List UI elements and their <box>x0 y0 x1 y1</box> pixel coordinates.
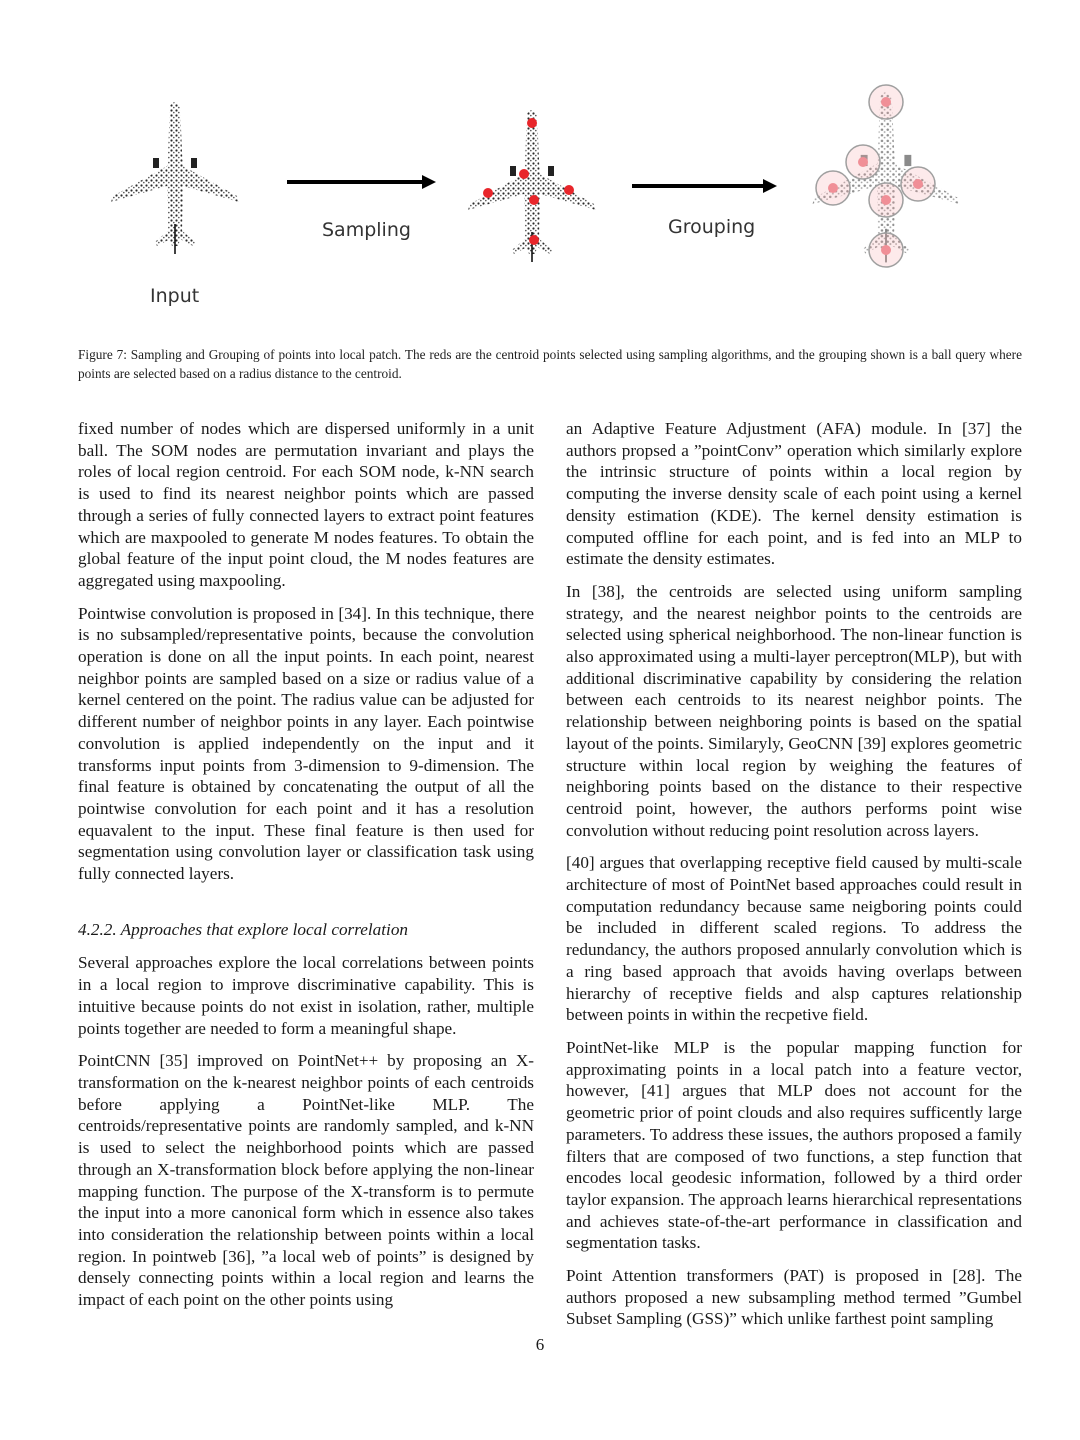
paragraph: an Adaptive Feature Adjustment (AFA) module. In [37] the authors propsed a ”pointConv” operation which similarly explore the intrinsic structure of points within a local region by computing the inverse density scale of each point using a kernel density estimation (KDE). The kernel density estimation is computed offline for each point, and is fed into an MLP to estimate the density estimates. <box>566 419 1022 569</box>
figure-7 <box>80 80 1000 320</box>
right-column <box>566 418 1022 1341</box>
paragraph: Point Attention transformers (PAT) is proposed in [28]. The authors proposed a new subsampling method termed ”Gumbel Subset Sampling (GSS)” which unlike farthest point sampling <box>566 1266 1022 1329</box>
input-point-cloud <box>111 102 239 254</box>
centroid-point <box>483 188 493 198</box>
paragraph: In [38], the centroids are selected using uniform sampling strategy, and the nearest neighbor points to the centroids are selected using spherical neighborhood. The non-linear function is also approximated using a multi-layer perceptron(MLP), but with additional discriminative capability by considering the relation between each centroids to its nearest neighbor points. The relationship between neighboring points is based on the spatial layout of the points. Similaryly, GeoCNN [39] explores geometric structure within local region by weighing the features of neighboring points based on the distance to their respective centroid point, however, the authors performs point wise convolution without reducing point resolution across layers. <box>566 581 1022 840</box>
paragraph: PointCNN [35] improved on PointNet++ by proposing an X-transformation on the k-nearest neighbor points of each centroids before applying a PointNet-like MLP. The centroids/representative points are randomly sampled, and k-NN is used to select the neighborhood points which are passed through an X-transformation block before applying the non-linear mapping function. The purpose of the X-transform is to permute the input into a more canonical form which in essence also takes into consideration the relationship between points within a local region. In pointweb [36], ”a local web of points” is designed by densely connecting points within a local region and learns the impact of each point on the other points using <box>78 1051 534 1310</box>
paragraph: Several approaches explore the local correlations between points in a local region to improve discriminative capability. This is intuitive because points do not exist in isolation, rather, multiple points together are needed to form a meaningful shape. <box>78 953 534 1038</box>
page-number: 6 <box>535 1335 545 1354</box>
arrow-icon <box>632 179 777 193</box>
section-heading: 4.2.2. Approaches that explore local correlation <box>78 919 409 939</box>
input-label: Input <box>150 285 200 307</box>
sampled-point-cloud <box>468 110 596 262</box>
sampling-grouping-diagram <box>80 80 1000 320</box>
paragraph: Pointwise convolution is proposed in [34]. In this technique, there is no subsampled/representative points, because the convolution operation is done on all the input points. In each point, nearest neighbor points are sampled based on a size or radius value of a kernel centered on the point. The radius value can be adjusted for different number of neighbor points in any layer. Each pointwise convolution is applied independently on the input and it transforms input points from 3-dimension to 9-dimension. The final feature is obtained by concatenating the output of all the pointwise convolution for each point and it has a resolution equavalent to the input. These final feature is then used for segmentation using convolution layer or classification task using fully connected layers. <box>78 603 534 884</box>
centroid-point <box>519 169 529 179</box>
centroid-point <box>527 118 537 128</box>
arrow-icon <box>287 175 436 189</box>
grouped-point-cloud <box>812 85 959 267</box>
centroid-point <box>529 235 539 245</box>
paragraph: PointNet-like MLP is the popular mapping function for approximating points in a local patch into a feature vector, however, [41] argues that MLP does not account for the geometric prior of point clouds and also requires sufficently large parameters. To address these issues, the authors proposed a family filters that are composed of two functions, a step function that encodes local geodesic information, followed by a third order taylor expansion. The approach learns hierarchical representations and achieves state-of-the-art performance in classification and segmentation tasks. <box>566 1037 1022 1253</box>
left-column <box>78 418 534 1322</box>
centroid-point <box>529 195 539 205</box>
sampling-label: Sampling <box>322 219 411 241</box>
centroid-point <box>564 185 574 195</box>
paragraph: [40] argues that overlapping receptive field caused by multi-scale architecture of most of PointNet based approaches could result in computation redundancy because same neigboring points could be included in different scaled regions. To address the redundancy, the authors proposed annularly convolution which is a ring based approach that avoids having overlaps between hierarchy of receptive fields and alsp captures relationship between points in within the recpetive field. <box>566 853 1022 1025</box>
paragraph: fixed number of nodes which are dispersed uniformly in a unit ball. The SOM nodes are permutation invariant and plays the roles of local region centroid. For each SOM node, k-NN search is used to find its nearest neighbor points which are passed through a series of fully connected layers to extract point features which are maxpooled to generate M nodes features. To obtain the global feature of the input point cloud, the M nodes features are aggregated using maxpooling. <box>78 419 534 590</box>
figure-caption: Figure 7: Sampling and Grouping of points into local patch. The reds are the centroid points selected using sampling algorithms, and the grouping shown is a ball query where points are selected based on a radius distance to the centroid. <box>78 347 1022 381</box>
grouping-label: Grouping <box>668 216 756 238</box>
